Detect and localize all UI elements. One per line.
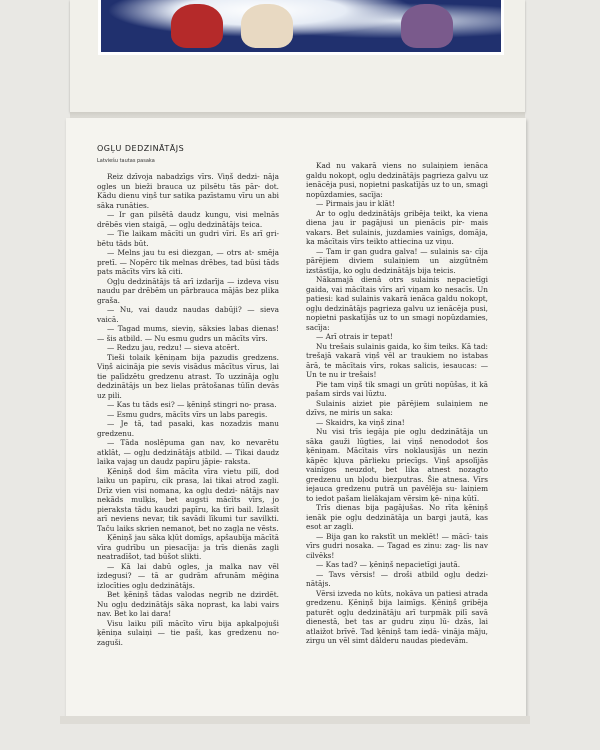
story-title: OGĻU DEDZINĀTĀJS [97, 144, 185, 153]
paragraph: — Kas tad? — ķēniņš nepacietīgi jautā. [316, 560, 461, 569]
paragraph: Tieši tolaik ķēniņam bija pazudis gredzens. Viņš aicināja pie sevis visādus mācītus vīrus, lai tie palīdzētu gredzenu atrast. To uzzināja ogļu dedzinātājs un bez lielas prātošanas tūlīn devās uz pili. [97, 352, 279, 400]
paragraph: Ogļu dedzinātājs tā arī izdarīja — izdeva visu naudu par drēbēm un pārbrauca mājās bez plika graša. [97, 276, 279, 305]
paragraph: — Tāda noslēpuma gan nav, ko nevarētu atklāt, — ogļu dedzinātājs atbild. — Tikai daudz laika vajag un daudz papīru jāpie- raksta. [97, 438, 279, 466]
paragraph: — Pirmais jau ir klāt! [316, 199, 395, 208]
paragraph: — Redzu jau, redzu! — sieva atcērt. [107, 343, 240, 352]
paragraph: — Esmu gudrs, mācīts vīrs un labs paregis. [107, 409, 268, 419]
paragraph: — Kas tu tāds esi? — ķēniņš stingri no- prasa. [107, 400, 277, 409]
book-illustration [98, 0, 504, 55]
paragraph: — Arī otrais ir tepat! [316, 332, 393, 341]
paragraph: Bet ķēniņš tādas valodas negrib ne dzirdēt. Nu ogļu dedzinātājs sāka noprast, ka labi vairs nav. Bet ko lai dara! [97, 590, 279, 618]
paragraph: Vērsi izveda no kūts, nokāva un patiesi atrada gredzenu. Ķēniņš bija laimīgs. Ķēniņš gribēja paturēt ogļu dedzinātāju arī turpmāk pilī savā dienestā, bet tas ar gudru ziņu lū- dzās, lai atlaižot brīvē. Tad ķēniņš tam iedā- vināja māju, zirgu un vēl simt dālderu naudas piedevām. [306, 588, 488, 645]
page-bottom-edge [60, 716, 530, 724]
paragraph: — Tagad mums, sieviņ, sāksies labas dienas! — šis atbild. — Nu esmu gudrs un mācīts vīrs. [97, 324, 279, 343]
paragraph: Pie tam viņš tik smagi un grūti nopūšas, it kā pašam sirds vai lūztu. [306, 379, 488, 398]
left-column [97, 172, 279, 647]
paragraph: — Je tā, tad pasaki, kas nozadzis manu gredzenu. [97, 419, 279, 438]
illustration-figure-center [241, 4, 293, 48]
paragraph: — Kā lai dabū ogles, ja malka nav vēl izdegusi? — tā ar gudrām afrunām mēģina izlocīties ogļu dedzinātājs. [97, 561, 279, 590]
paragraph: Reiz dzīvoja nabadzīgs vīrs. Viņš dedzi- nāja ogles un bieži brauca uz pilsētu tās pār- dot. Kādu dienu viņš tur satika pazīstamu vīru un abi sāka runāties. [97, 172, 279, 210]
paragraph: — Tam ir gan gudra galva! — sulainis sa- cīja pārējiem diviem sulaiņiem un aizgūtnēm izstāstīja, ko ogļu dedzinātājs bija teicis. [306, 246, 488, 275]
paragraph: Kad nu vakarā viens no sulaiņiem ienāca galdu nokopt, ogļu dedzinātājs pagrieza galvu uz ienācēja pusi, nopietni paskatījās uz to un, smagi nopūzdamies, sacīja: [306, 161, 488, 199]
illustration-figure-left [171, 4, 223, 48]
paragraph: Ar to ogļu dedzinātājs gribēja teikt, ka viena diena jau ir pagājusi un pienācis pir- mais vakars. Bet sulainis, juzdamies vainīgs, domāja, ka mācītais vīrs teikto attiecina uz viņu. [306, 208, 488, 246]
story-page [66, 118, 526, 716]
previous-page [70, 0, 525, 112]
paragraph: — Melns jau tu esi diezgan, — otrs at- smēja pretī. — Nopērc tik melnas drēbes, tad būsi tāds pats mācīts vīrs kā citi. [97, 248, 279, 276]
paragraph: Visu laiku pilī mācīto vīru bija apkalpojuši ķēniņa sulaiņi — tie paši, kas gredzenu no- zaguši. [97, 618, 279, 647]
paragraph: — Skaidrs, ka viņš zina! [316, 417, 405, 427]
paragraph: Ķēniņš jau sāka kļūt domīgs, apšaubīja mācītā vīra gudrību un piesacīja: ja trīs dienās zagli neatradīšot, tad būšot slikti. [97, 533, 279, 561]
paragraph: — Ir gan pilsētā daudz kungu, visi melnās drēbēs vien staigā, — ogļu dedzinātājs teica. [97, 210, 279, 229]
paragraph: — Bija gan ko rakstīt un meklēt! — mācī- tais vīrs gudri nosaka. — Tagad es zinu: zag- lis nav cilvēks! [306, 531, 488, 560]
paragraph: — Tie laikam mācīti un gudri vīri. Es arī gri- bētu tāds būt. [97, 229, 279, 248]
paragraph: Ķēniņš dod šim mācīta vīra vietu pilī, dod laiku un papīru, cik prasa, lai tikai atrod zagli. Drīz vien visi nomana, ka ogļu dedzi- nātājs nav nekāds mulķis, bet augsti mācīts vīrs, jo pieraksta tādu kaudzi papīru, ka tīri bail. Izlasīt arī neviens nevar, tik savādi līkumi tur savilkti. Taču laiks skrien nemanot, bet no zagļa ne vēsts. [97, 466, 279, 533]
story-subtitle: Latviešu tautas pasaka [97, 158, 155, 164]
right-column [306, 161, 488, 646]
paragraph: Sulainis aiziet pie pārējiem sulaiņiem ne dzīvs, ne miris un saka: [306, 398, 488, 417]
paragraph: Nākamajā dienā otrs sulainis nepacietīgi gaida, vai mācītais vīrs arī viņam ko nesacīs. Un patiesi: kad sulainis vakarā ienāca galdu nokopt, ogļu dedzinātājs pagrieza galvu uz ienācēja pusi, nopietni paskatījās uz to un smagi nopūzdamies, sacīja: [306, 275, 488, 332]
paragraph: Nu visi trīs iegāja pie ogļu dedzinātāja un sāka gauži lūgties, lai viņš nenododot šos ķēniņam. Mācītais vīrs noklausījās un nezin kāpēc kļuva pārlieku priecīgs. Viņš apsolījās vainīgos neuzdot, bet lika atnest nozagto gredzenu un bļodu biezputras. Šie atnesa. Vīrs iejauca gredzenu putrā un pavēlēja su- laiņiem to iedot pašam lielākajam vērsim ķē- niņa kūtī. [306, 427, 488, 503]
paragraph: — Tavs vērsis! — droši atbild ogļu dedzi- nātājs. [306, 569, 488, 588]
paragraph: — Nu, vai daudz naudas dabūji? — sieva vaicā. [97, 305, 279, 324]
paragraph: Trīs dienas bija pagājušas. No rīta ķēniņš ienāk pie ogļu dedzinātāja un bargi jautā, kas esot ar zagli. [306, 503, 488, 531]
illustration-figure-right [401, 4, 453, 48]
paragraph: Nu trešais sulainis gaida, ko šim teiks. Kā tad: trešajā vakarā viņš vēl ar traukiem no istabas ārā, te mācītais vīrs, rokas salicis, iesaucas: — Un te nu ir trešais! [306, 341, 488, 379]
